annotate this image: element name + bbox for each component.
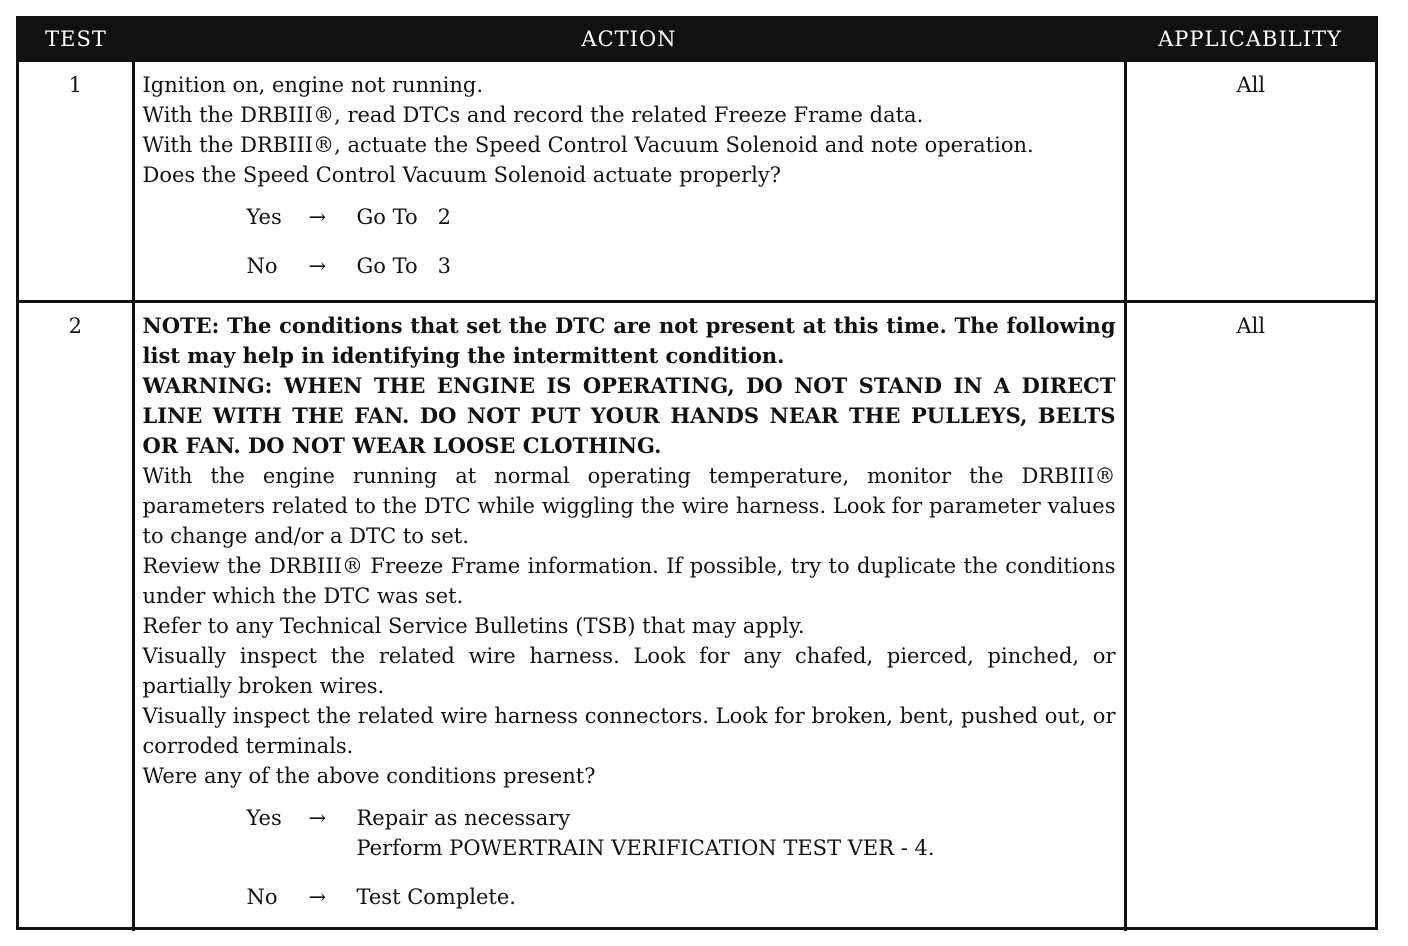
choice-result-line: Repair as necessary bbox=[356, 806, 571, 830]
test-number: 1 bbox=[19, 61, 133, 302]
choice-yes bbox=[247, 202, 1116, 232]
action-cell bbox=[133, 61, 1125, 302]
choice-result: Go To 3 bbox=[356, 254, 451, 278]
applicability-value: All bbox=[1125, 61, 1375, 302]
note-text: NOTE: The conditions that set the DTC are not present at this time. The following list may help in identifying the intermittent condition. bbox=[142, 313, 1116, 368]
action-line: With the engine running at normal operating temperature, monitor the DRBIII® parameters related to the DTC while wiggling the wire harness. Look for parameter values to change and/or a DTC to set. bbox=[142, 464, 1116, 548]
choice-no bbox=[247, 882, 1116, 912]
table-row-test-2 bbox=[19, 302, 1375, 932]
arrow-right-icon: → bbox=[308, 885, 327, 909]
action-line: With the DRBIII®, read DTCs and record the related Freeze Frame data. bbox=[142, 103, 924, 127]
choice-no bbox=[247, 251, 1116, 281]
choice-answer: Yes bbox=[246, 806, 282, 830]
action-line: With the DRBIII®, actuate the Speed Control Vacuum Solenoid and note operation. bbox=[142, 133, 1034, 157]
diagnostic-test-table bbox=[16, 16, 1378, 930]
choice-answer: No bbox=[246, 885, 278, 909]
choice-yes bbox=[247, 803, 1116, 863]
arrow-right-icon: → bbox=[308, 205, 327, 229]
choice-result: Go To 2 bbox=[356, 205, 451, 229]
test-table bbox=[19, 19, 1375, 931]
arrow-right-icon: → bbox=[308, 806, 327, 830]
action-cell bbox=[133, 302, 1125, 932]
action-line: Visually inspect the related wire harness connectors. Look for broken, bent, pushed out, or corroded terminals. bbox=[142, 704, 1116, 758]
choice-answer: No bbox=[246, 254, 278, 278]
choice-answer: Yes bbox=[246, 205, 282, 229]
answer-choices bbox=[143, 803, 1116, 912]
action-line: Review the DRBIII® Freeze Frame information. If possible, try to duplicate the conditions under which the DTC was set. bbox=[142, 554, 1116, 608]
header-action: ACTION bbox=[133, 19, 1125, 61]
choice-result-line: Perform POWERTRAIN VERIFICATION TEST VER - 4. bbox=[356, 836, 935, 860]
arrow-right-icon: → bbox=[308, 254, 327, 278]
header-row bbox=[19, 19, 1375, 61]
action-line: Visually inspect the related wire harness. Look for any chafed, pierced, pinched, or partially broken wires. bbox=[142, 644, 1116, 698]
choice-result bbox=[357, 803, 935, 863]
test-number: 2 bbox=[19, 302, 133, 932]
action-question: Does the Speed Control Vacuum Solenoid actuate properly? bbox=[142, 163, 781, 187]
applicability-value: All bbox=[1125, 302, 1375, 932]
action-line: Ignition on, engine not running. bbox=[142, 73, 483, 97]
header-test: TEST bbox=[19, 19, 133, 61]
header-applicability: APPLICABILITY bbox=[1125, 19, 1375, 61]
choice-result: Test Complete. bbox=[356, 885, 516, 909]
table-row-test-1 bbox=[19, 61, 1375, 302]
answer-choices bbox=[143, 202, 1116, 281]
action-line: Refer to any Technical Service Bulletins (TSB) that may apply. bbox=[142, 614, 805, 638]
action-question: Were any of the above conditions present? bbox=[142, 764, 596, 788]
warning-text: WARNING: WHEN THE ENGINE IS OPERATING, DO NOT STAND IN A DIRECT LINE WITH THE FAN. DO NOT PUT YOUR HANDS NEAR THE PULLEYS, BELTS OR FAN. DO NOT WEAR LOOSE CLOTHING. bbox=[142, 373, 1116, 458]
